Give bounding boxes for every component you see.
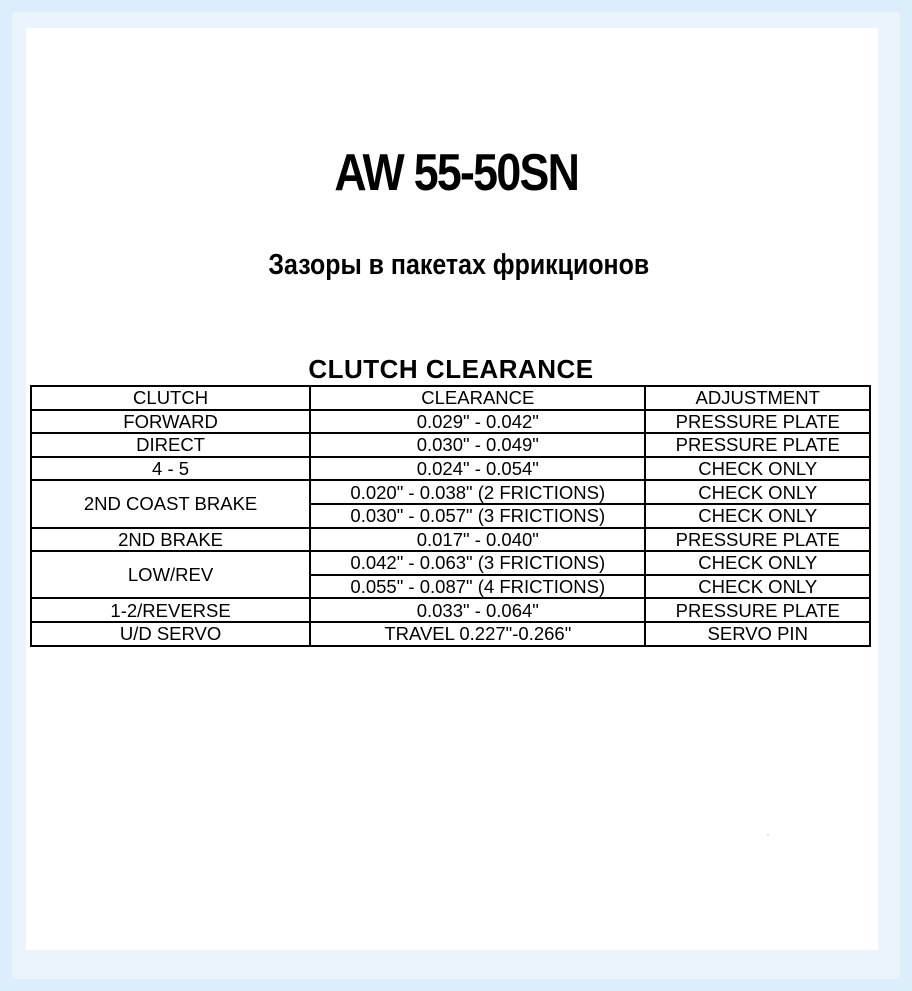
table-row xyxy=(31,551,870,575)
clutch-clearance-table xyxy=(30,385,871,647)
adjustment-cell: CHECK ONLY xyxy=(645,504,870,528)
adjustment-cell: CHECK ONLY xyxy=(645,551,870,575)
clutch-cell: LOW/REV xyxy=(31,551,310,598)
column-header-clearance: CLEARANCE xyxy=(310,386,645,410)
clearance-cell: 0.029" - 0.042" xyxy=(310,410,645,434)
clearance-cell: 0.030" - 0.049" xyxy=(310,433,645,457)
table-title: CLUTCH CLEARANCE xyxy=(308,354,594,384)
clearance-cell: 0.042" - 0.063" (3 FRICTIONS) xyxy=(310,551,645,575)
table-row xyxy=(31,528,870,552)
clearance-cell: 0.055" - 0.087" (4 FRICTIONS) xyxy=(310,575,645,599)
adjustment-cell: SERVO PIN xyxy=(645,622,870,646)
adjustment-cell: PRESSURE PLATE xyxy=(645,410,870,434)
table-header-row xyxy=(31,386,870,410)
adjustment-cell: PRESSURE PLATE xyxy=(645,598,870,622)
document-subtitle: Зазоры в пакетах фрикционов xyxy=(268,249,650,281)
table-row xyxy=(31,433,870,457)
clutch-cell: FORWARD xyxy=(31,410,310,434)
clearance-cell: 0.024" - 0.054" xyxy=(310,457,645,481)
clutch-cell: 2ND BRAKE xyxy=(31,528,310,552)
adjustment-cell: CHECK ONLY xyxy=(645,480,870,504)
clutch-cell: U/D SERVO xyxy=(31,622,310,646)
clearance-cell: 0.033" - 0.064" xyxy=(310,598,645,622)
adjustment-cell: PRESSURE PLATE xyxy=(645,433,870,457)
clearance-cell: TRAVEL 0.227"-0.266" xyxy=(310,622,645,646)
clutch-cell: 2ND COAST BRAKE xyxy=(31,480,310,527)
table-row xyxy=(31,457,870,481)
document-title: AW 55-50SN xyxy=(334,144,579,202)
table-row xyxy=(31,410,870,434)
adjustment-cell: PRESSURE PLATE xyxy=(645,528,870,552)
column-header-clutch: CLUTCH xyxy=(31,386,310,410)
clearance-cell: 0.030" - 0.057" (3 FRICTIONS) xyxy=(310,504,645,528)
adjustment-cell: CHECK ONLY xyxy=(645,575,870,599)
clutch-cell: 1-2/REVERSE xyxy=(31,598,310,622)
adjustment-cell: CHECK ONLY xyxy=(645,457,870,481)
clearance-cell: 0.017" - 0.040" xyxy=(310,528,645,552)
clearance-cell: 0.020" - 0.038" (2 FRICTIONS) xyxy=(310,480,645,504)
column-header-adjustment: ADJUSTMENT xyxy=(645,386,870,410)
clutch-cell: 4 - 5 xyxy=(31,457,310,481)
clutch-cell: DIRECT xyxy=(31,433,310,457)
table-row xyxy=(31,622,870,646)
table-row xyxy=(31,598,870,622)
table-row xyxy=(31,480,870,504)
paper-speck xyxy=(767,834,769,836)
